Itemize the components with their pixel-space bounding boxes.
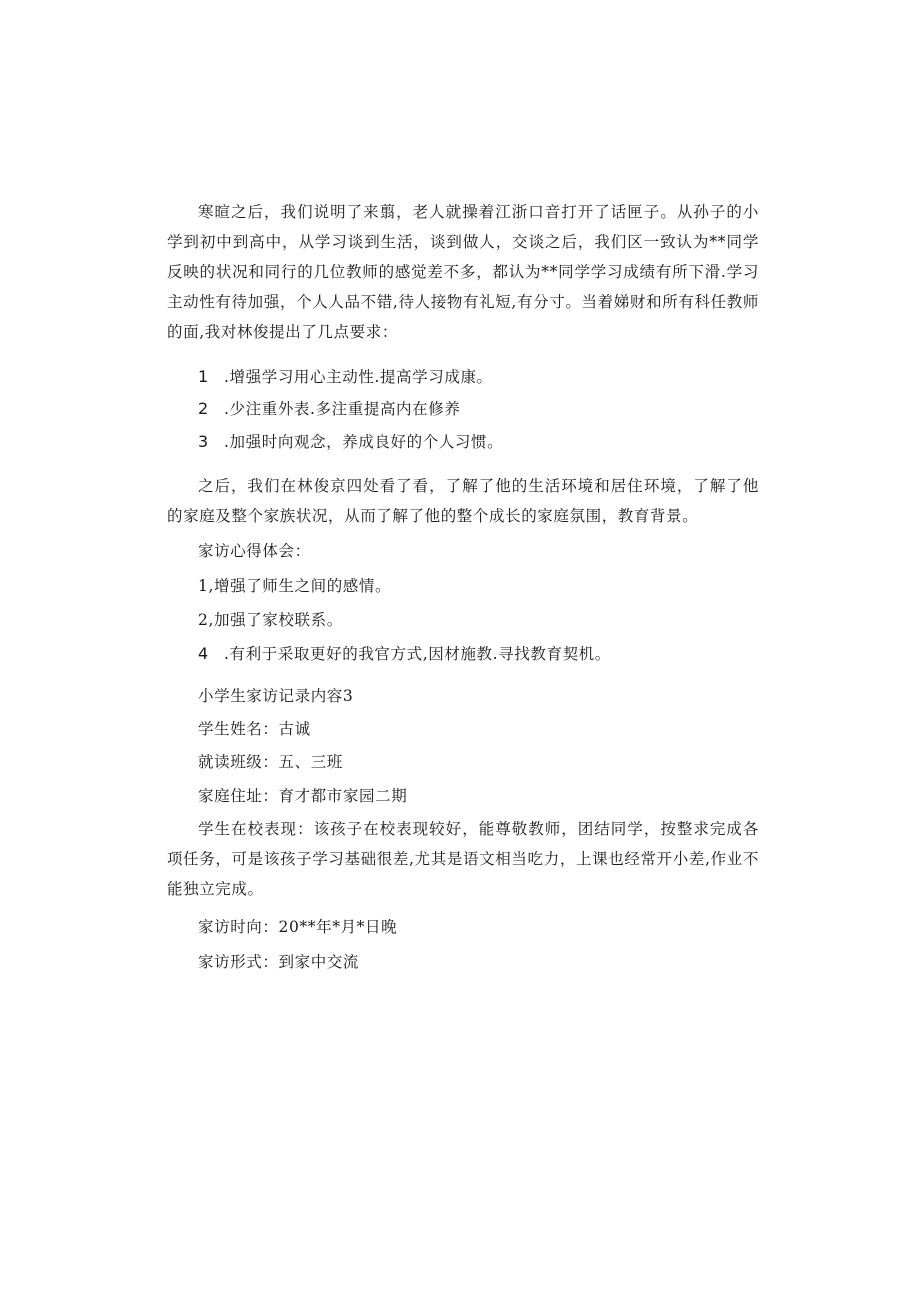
visit-time: 家访时向：20**年*月*日晚 bbox=[198, 918, 398, 936]
requirement-text: .少注重外表.多注重提高内在修养 bbox=[224, 400, 461, 418]
insight-item-2: 2,加强了家校联系。 bbox=[198, 611, 343, 629]
paragraph-visit-opening: 寒暄之后，我们说明了来翦，老人就操着江浙口音打开了话匣子。从孙子的小学到初中到高中，从学习谈到生活，谈到做人，交谈之后，我们区一致认为**同学反映的状况和同行的几位教师的感觉差不多，都认为**同学学习成绩有所下滑.学习主动性有待加强，个人人品不错,待人接物有礼短,有分寸。当着娣财和所有科任教师的面,我对林俊提出了几点要求： bbox=[167, 203, 759, 341]
requirement-text: .加强时向观念，养成良好的个人习惯。 bbox=[224, 433, 504, 451]
visit-form: 家访形式：到家中交流 bbox=[198, 953, 360, 971]
insights-heading: 家访心得体会： bbox=[198, 542, 311, 560]
requirement-item-2 bbox=[198, 398, 460, 420]
requirement-number: 1 bbox=[198, 367, 209, 386]
requirement-number: 3 bbox=[198, 432, 209, 451]
record-title: 小学生家访记录内容3 bbox=[198, 687, 354, 705]
insight-item-1: 1,增强了师生之间的感情。 bbox=[198, 577, 392, 595]
student-class: 就读班级：五、三班 bbox=[198, 753, 343, 771]
insight-text: .有利于采取更好的我官方式,因材施教.寻找教育契机。 bbox=[224, 645, 611, 663]
student-name: 学生姓名：古诚 bbox=[198, 720, 311, 738]
home-address: 家庭住址：育才都市家园二期 bbox=[198, 787, 408, 805]
paragraph-school-performance: 学生在校表现：该孩子在校表现较好，能尊敬教师，团结同学，按整求完成各项任务，可是该孩子学习基础很差,尤其是语文相当吃力，上课也经常开小差,作业不能独立完成。 bbox=[167, 820, 759, 898]
insight-number: 4 bbox=[198, 644, 209, 663]
insight-item-3 bbox=[198, 643, 611, 665]
requirement-text: .增强学习用心主动性.提高学习成康。 bbox=[224, 368, 493, 386]
paragraph-home-environment: 之后，我们在林俊京四处看了看，了解了他的生活环境和居住环境，了解了他的家庭及整个家族状况，从而了解了他的整个成长的家庭氛围，教育背景。 bbox=[167, 477, 759, 525]
requirement-item-3 bbox=[198, 431, 503, 453]
requirement-item-1 bbox=[198, 366, 493, 388]
requirement-number: 2 bbox=[198, 399, 209, 418]
